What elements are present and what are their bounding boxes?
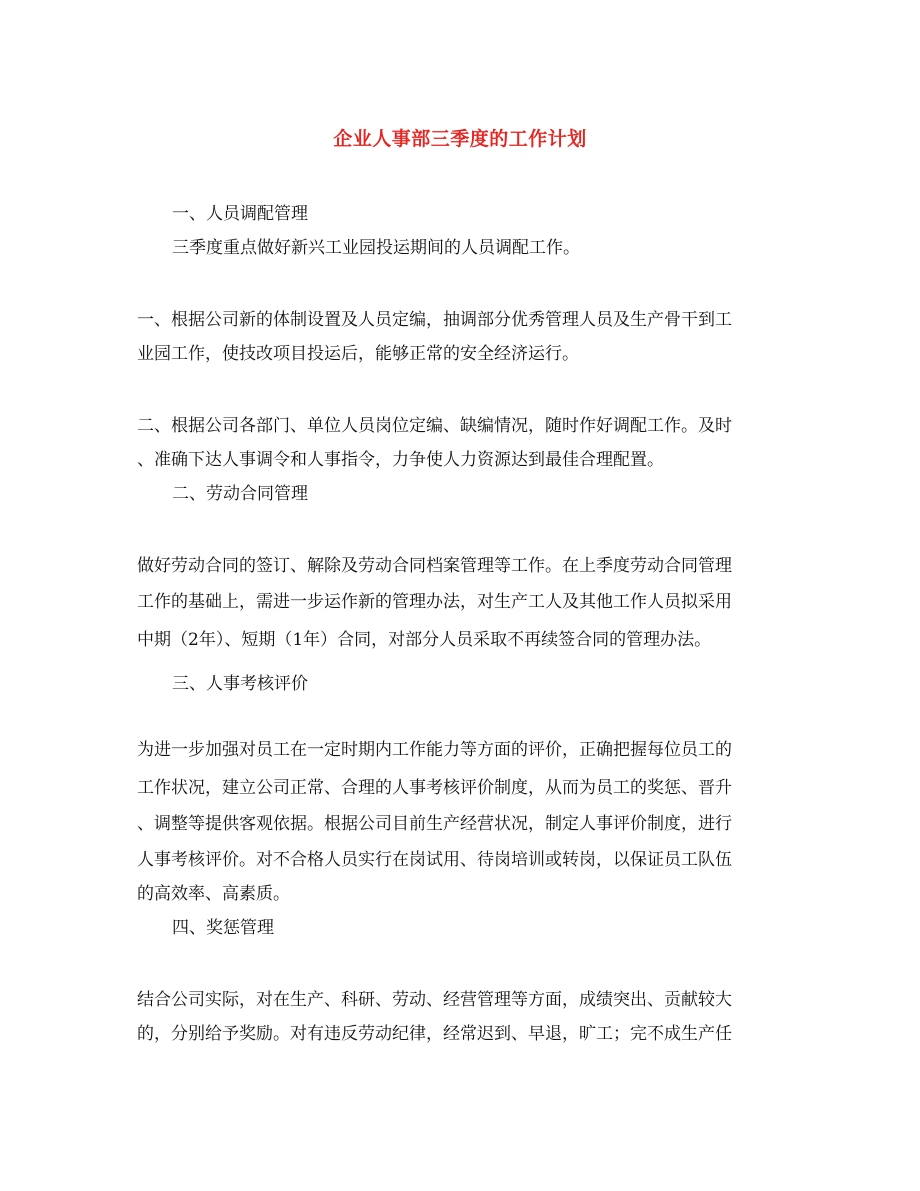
paragraph-line: 为进一步加强对员工在一定时期内工作能力等方面的评价，正确把握每位员工的	[137, 740, 732, 760]
paragraph-line: 、准确下达人事调令和人事指令，力争使人力资源达到最佳合理配置。	[137, 450, 664, 470]
section-heading-rewards: 四、奖惩管理	[172, 918, 274, 938]
paragraph-line: 中期（2年）、短期（1年）合同，对部分人员采取不再续签合同的管理办法。	[137, 630, 712, 650]
paragraph-line: 二、根据公司各部门、单位人员岗位定编、缺编情况，随时作好调配工作。及时	[137, 416, 732, 436]
paragraph-line: 人事考核评价。对不合格人员实行在岗试用、待岗培训或转岗，以保证员工队伍	[137, 850, 732, 870]
paragraph-line: 业园工作，使技改项目投运后，能够正常的安全经济运行。	[137, 344, 579, 364]
paragraph-line: 结合公司实际，对在生产、科研、劳动、经营管理等方面，成绩突出、贡献较大	[137, 990, 732, 1010]
document-title: 企业人事部三季度的工作计划	[333, 128, 587, 150]
paragraph-line: 三季度重点做好新兴工业园投运期间的人员调配工作。	[172, 238, 580, 258]
paragraph-line: 一、根据公司新的体制设置及人员定编，抽调部分优秀管理人员及生产骨干到工	[137, 310, 732, 330]
paragraph-line: 、调整等提供客观依据。根据公司目前生产经营状况，制定人事评价制度，进行	[137, 814, 732, 834]
section-heading-evaluation: 三、人事考核评价	[172, 674, 308, 694]
paragraph-line: 的，分别给予奖励。对有违反劳动纪律，经常迟到、早退，旷工；完不成生产任	[137, 1024, 732, 1044]
section-heading-staffing: 一、人员调配管理	[172, 204, 308, 224]
paragraph-line: 的高效率、高素质。	[137, 884, 290, 904]
paragraph-line: 做好劳动合同的签订、解除及劳动合同档案管理等工作。在上季度劳动合同管理	[137, 556, 732, 576]
paragraph-line: 工作的基础上，需进一步运作新的管理办法，对生产工人及其他工作人员拟采用	[137, 592, 732, 612]
paragraph-line: 工作状况，建立公司正常、合理的人事考核评价制度，从而为员工的奖惩、晋升	[137, 778, 732, 798]
section-heading-contracts: 二、劳动合同管理	[172, 484, 308, 504]
